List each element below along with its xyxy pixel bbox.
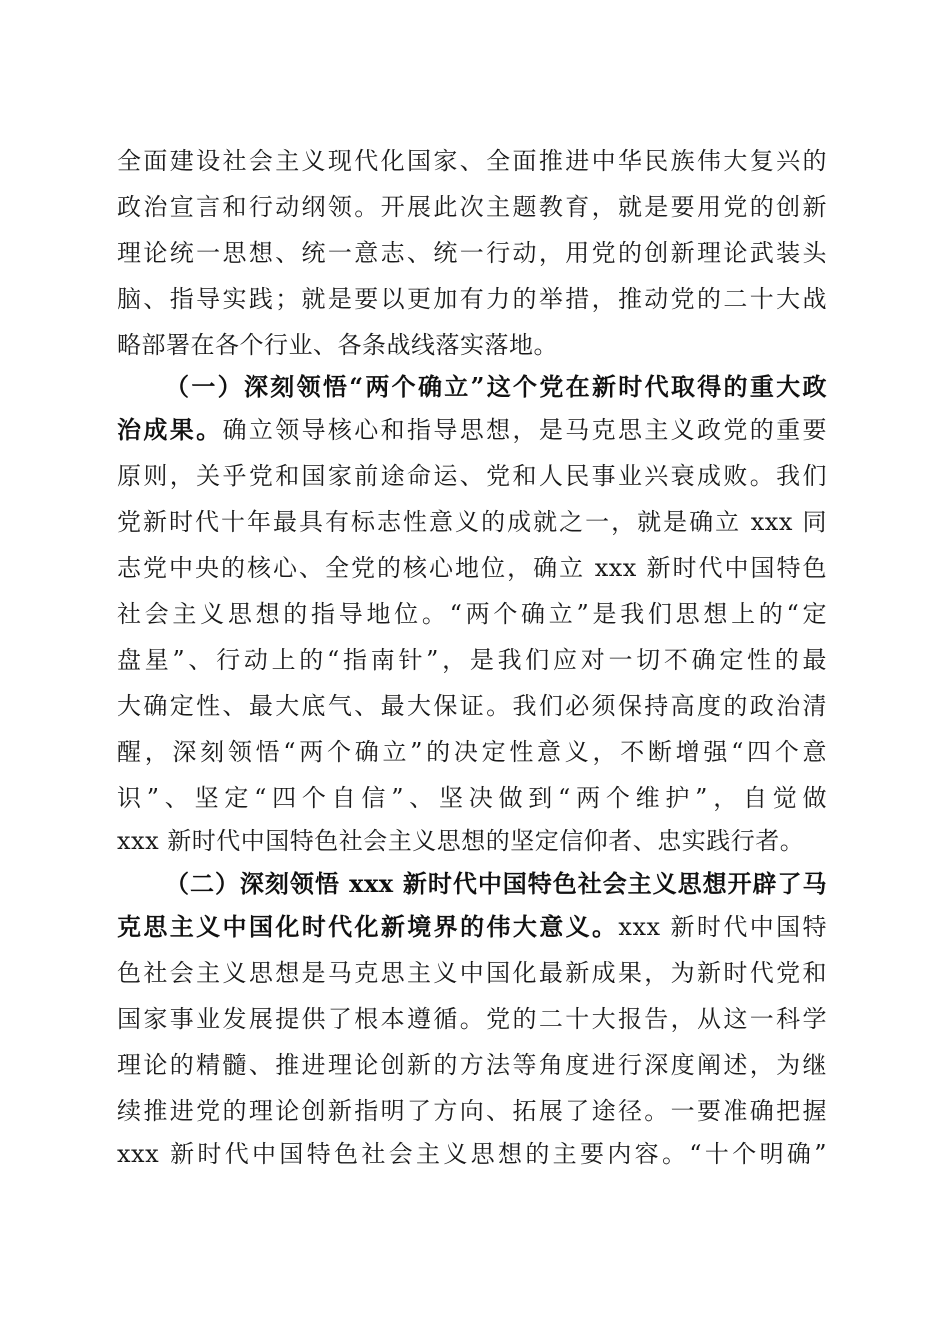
paragraph-line: 色社会主义思想是马克思主义中国化最新成果，为新时代党和 xyxy=(117,959,827,987)
paragraph-line: 脑、指导实践；就是要以更加有力的举措，推动党的二十大战 xyxy=(117,285,827,313)
section-heading-1-continued: 治成果。 xyxy=(117,415,223,444)
paragraph-line: xxx 新时代中国特色社会主义思想的主要内容。“十个明确” xyxy=(117,1140,827,1168)
paragraph-line xyxy=(117,905,827,949)
paragraph-text: xxx 新时代中国特 xyxy=(618,913,827,941)
paragraph-line: 略部署在各个行业、各条战线落实落地。 xyxy=(117,331,558,359)
paragraph-line: 政治宣言和行动纲领。开展此次主题教育，就是要用党的创新 xyxy=(117,193,827,221)
paragraph-line: 盘星”、行动上的“指南针”，是我们应对一切不确定性的最 xyxy=(117,646,827,674)
paragraph-line: 社会主义思想的指导地位。“两个确立”是我们思想上的“定 xyxy=(117,600,827,628)
section-heading-2-continued: 克思主义中国化时代化新境界的伟大意义。 xyxy=(117,912,619,941)
paragraph-line: xxx 新时代中国特色社会主义思想的坚定信仰者、忠实践行者。 xyxy=(117,827,805,855)
paragraph-line: 理论的精髓、推进理论创新的方法等角度进行深度阐述，为继 xyxy=(117,1051,827,1079)
section-heading-2: （二）深刻领悟 xxx 新时代中国特色社会主义思想开辟了马 xyxy=(165,869,827,898)
paragraph-line: 志党中央的核心、全党的核心地位，确立 xxx 新时代中国特色 xyxy=(117,554,827,582)
paragraph-line: 原则，关乎党和国家前途命运、党和人民事业兴衰成败。我们 xyxy=(117,462,827,490)
paragraph-line: 理论统一思想、统一意志、统一行动，用党的创新理论武装头 xyxy=(117,239,827,267)
paragraph-text: 确立领导核心和指导思想，是马克思主义政党的重要 xyxy=(222,416,827,444)
paragraph-line xyxy=(117,408,827,452)
paragraph-line: 醒，深刻领悟“两个确立”的决定性意义，不断增强“四个意 xyxy=(117,738,827,766)
section-heading-1: （一）深刻领悟“两个确立”这个党在新时代取得的重大政 xyxy=(165,372,827,401)
paragraph-line: 党新时代十年最具有标志性意义的成就之一，就是确立 xxx 同 xyxy=(117,508,827,536)
paragraph-line: 识”、坚定“四个自信”、坚决做到“两个维护”，自觉做 xyxy=(117,784,827,812)
paragraph-line: 大确定性、最大底气、最大保证。我们必须保持高度的政治清 xyxy=(117,692,827,720)
paragraph-line: 国家事业发展提供了根本遵循。党的二十大报告，从这一科学 xyxy=(117,1005,827,1033)
paragraph-line: 续推进党的理论创新指明了方向、拓展了途径。一要准确把握 xyxy=(117,1097,827,1125)
paragraph-line: 全面建设社会主义现代化国家、全面推进中华民族伟大复兴的 xyxy=(117,147,827,175)
